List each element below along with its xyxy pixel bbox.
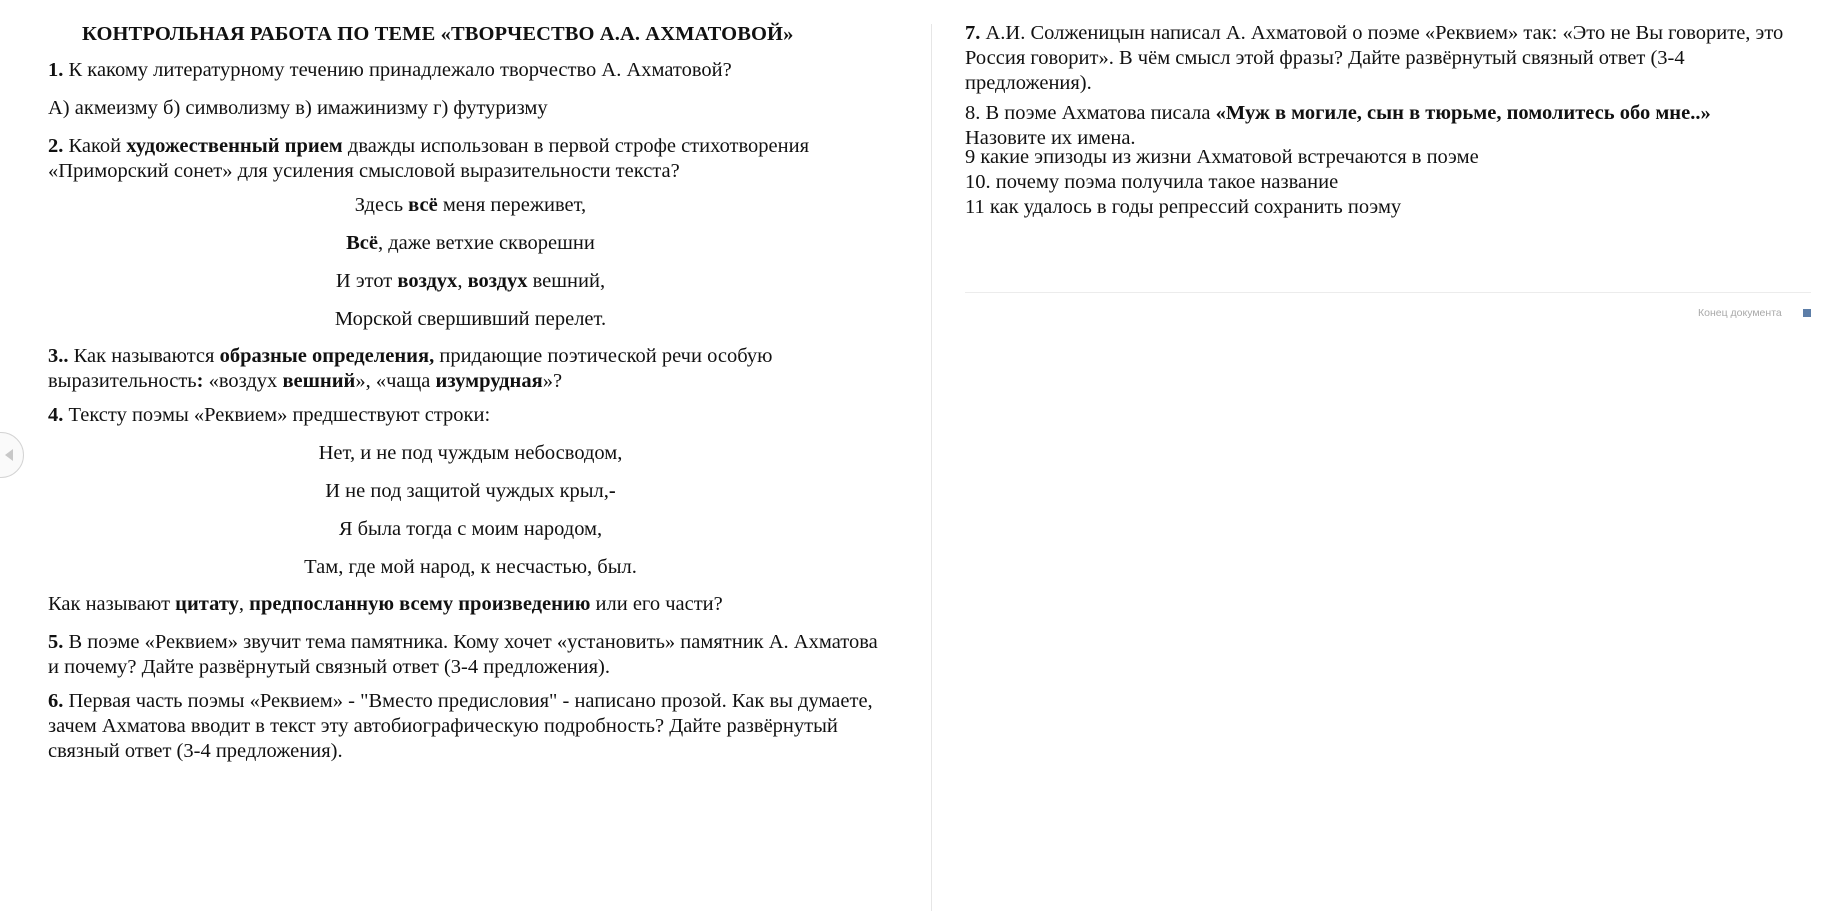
question-4-followup: Как называют цитату, предпосланную всему произведению или его части? <box>48 593 723 615</box>
page-divider <box>931 24 932 911</box>
question-3: 3.. Как называются образные определения, придающие поэтической речи особую выразительность: «воздух вешний», «чаща изумрудная»? <box>48 345 773 392</box>
prev-page-button[interactable] <box>0 432 24 478</box>
question-4: 4. Тексту поэмы «Реквием» предшествуют строки: <box>48 404 491 426</box>
epigraph-line: Там, где мой народ, к несчастью, был. <box>304 556 637 578</box>
end-of-document-label: Конец документа <box>1698 307 1782 319</box>
question-1: 1. К какому литературному течению принадлежало творчество А. Ахматовой? <box>48 59 732 81</box>
chevron-left-icon <box>5 449 13 461</box>
question-2: 2. Какой художественный прием дважды использован в первой строфе стихотворения «Приморский сонет» для усиления смысловой выразительности текста? <box>48 135 810 182</box>
question-11: 11 как удалось в годы репрессий сохранить поэму <box>965 196 1402 218</box>
poem-line: Всё, даже ветхие скворешни <box>346 232 595 254</box>
end-of-document-divider <box>965 292 1811 293</box>
question-6: 6. Первая часть поэмы «Реквием» - "Вместо предисловия" - написано прозой. Как вы думаете, зачем Ахматова вводит в текст эту автобиографическую подробность? Дайте развёрнутый связный ответ (3-4 предложения). <box>48 690 873 762</box>
question-9: 9 какие эпизоды из жизни Ахматовой встречаются в поэме <box>965 146 1479 168</box>
question-1-options: А) акмеизму б) символизму в) имажинизму г) футуризму <box>48 97 548 119</box>
page-title: КОНТРОЛЬНАЯ РАБОТА ПО ТЕМЕ «ТВОРЧЕСТВО А.А. АХМАТОВОЙ» <box>82 23 794 45</box>
question-10: 10. почему поэма получила такое название <box>965 171 1339 193</box>
epigraph-line: Нет, и не под чуждым небосводом, <box>318 442 623 464</box>
question-5: 5. В поэме «Реквием» звучит тема памятника. Кому хочет «установить» памятник А. Ахматова и почему? Дайте развёрнутый связный ответ (3-4 предложения). <box>48 631 878 678</box>
question-7: 7. А.И. Солженицын написал А. Ахматовой о поэме «Реквием» так: «Это не Вы говорите, это Россия говорит». В чём смысл этой фразы? Дайте развёрнутый связный ответ (3-4 предложения). <box>965 22 1784 94</box>
question-8: 8. В поэме Ахматова писала «Муж в могиле, сын в тюрьме, помолитесь обо мне..» Назовите их имена. <box>965 102 1711 149</box>
end-marker-icon <box>1803 309 1811 317</box>
poem-line: Здесь всё меня переживет, <box>354 194 587 216</box>
epigraph-line: Я была тогда с моим народом, <box>338 518 603 540</box>
epigraph-line: И не под защитой чуждых крыл,- <box>325 480 616 502</box>
poem-line: И этот воздух, воздух вешний, <box>335 270 606 292</box>
poem-line: Морской свершивший перелет. <box>334 308 607 330</box>
